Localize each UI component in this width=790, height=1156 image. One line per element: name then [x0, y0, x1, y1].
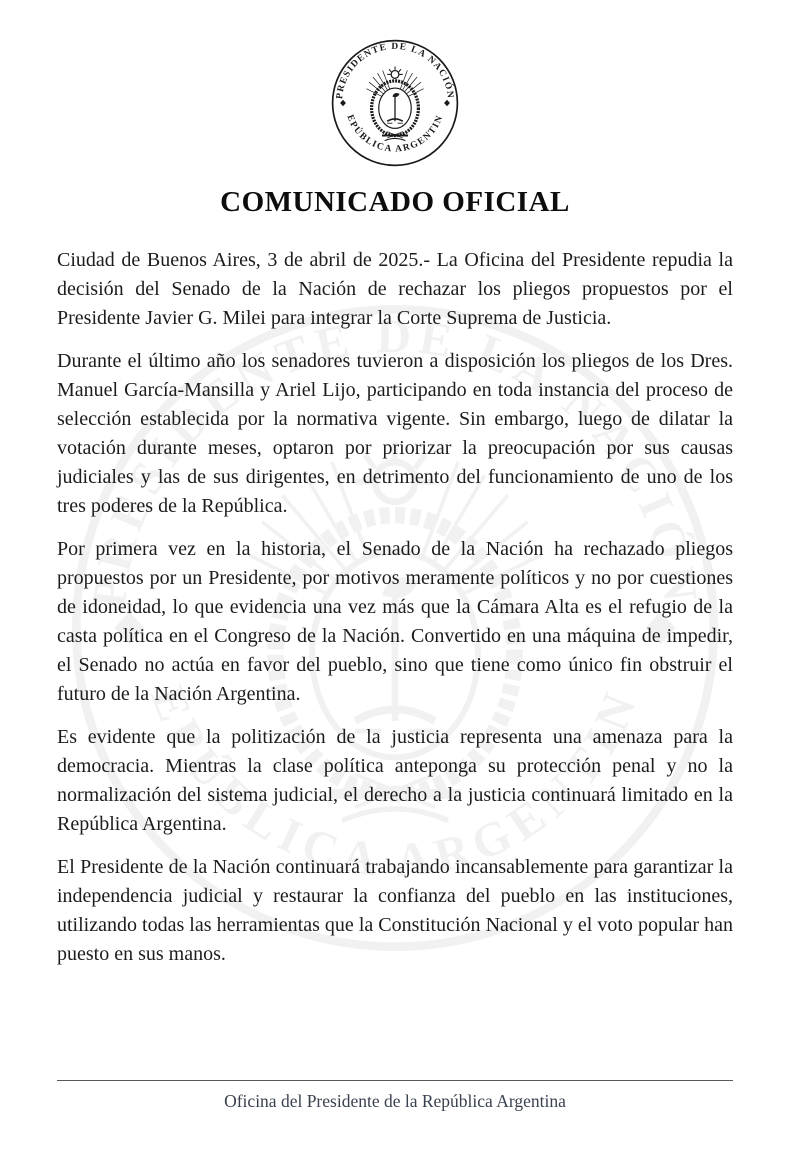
- paragraph-3: Por primera vez en la historia, el Senado de la Nación ha rechazado pliegos propuestos por un Presidente, por motivos meramente políticos y no por cuestiones de idoneidad, lo que evidencia una vez más que la Cámara Alta es el refugio de la casta política en el Congreso de la Nación. Convertido en una máquina de impedir, el Senado no actúa en favor del pueblo, sino que tiene como único fin obstruir el futuro de la Nación Argentina.: [57, 538, 733, 705]
- page-title: COMUNICADO OFICIAL: [220, 186, 570, 218]
- footer-divider: [57, 1080, 733, 1081]
- paragraph-2: Durante el último año los senadores tuvieron a disposición los pliegos de los Dres. Manuel García-Mansilla y Ariel Lijo, participando en toda instancia del proceso de selección establecida por la normativa vigente. Sin embargo, luego de dilatar la votación durante meses, optaron por priorizar la preocupación por sus causas judiciales y las de sus dirigentes, en detrimento del funcionamiento de uno de los tres poderes de la República.: [57, 350, 733, 517]
- footer: [57, 1080, 733, 1112]
- presidential-seal-icon: [330, 38, 460, 168]
- paragraph-4: Es evidente que la politización de la justicia representa una amenaza para la democracia. Mientras la clase política anteponga su protección penal y no la normalización del sistema judicial, el derecho a la justicia continuará limitado en la República Argentina.: [57, 726, 733, 835]
- document-body: [57, 246, 733, 969]
- paragraph-1: Ciudad de Buenos Aires, 3 de abril de 2025.- La Oficina del Presidente repudia la decisión del Senado de la Nación de rechazar los pliegos propuestos por el Presidente Javier G. Milei para integrar la Corte Suprema de Justicia.: [57, 249, 733, 329]
- official-communique-page: [0, 38, 790, 1156]
- footer-text: Oficina del Presidente de la República Argentina: [224, 1091, 566, 1111]
- paragraph-5: El Presidente de la Nación continuará trabajando incansablemente para garantizar la independencia judicial y restaurar la confianza del pueblo en las instituciones, utilizando todas las herramientas que la Constitución Nacional y el voto popular han puesto en sus manos.: [57, 856, 733, 965]
